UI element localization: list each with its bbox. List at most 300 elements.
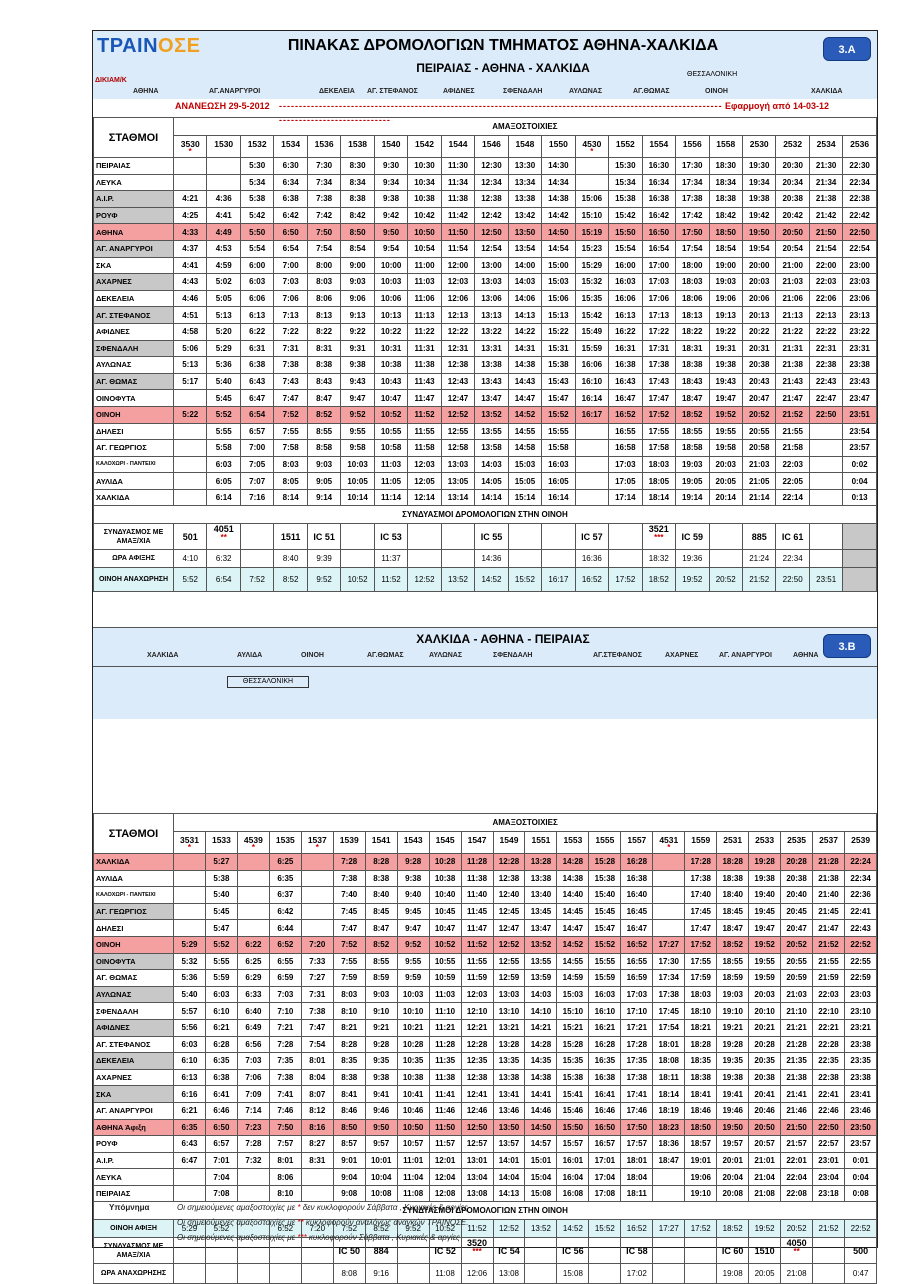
time-cell: 7:59 [333, 970, 365, 987]
time-cell: 17:14 [609, 489, 642, 506]
time-cell: 20:13 [742, 307, 775, 324]
section-badge-3a: 3.Α [823, 37, 871, 61]
time-cell: 7:38 [274, 357, 307, 374]
time-cell: 12:50 [475, 224, 508, 241]
time-cell: 17:03 [621, 986, 653, 1003]
time-cell: 12:54 [475, 240, 508, 257]
time-cell: 6:14 [207, 489, 240, 506]
time-cell: 6:42 [269, 903, 301, 920]
time-cell: 22:01 [781, 1152, 813, 1169]
time-cell: 16:08 [557, 1185, 589, 1202]
time-cell: 14:40 [557, 887, 589, 904]
time-cell: 21:06 [776, 290, 809, 307]
time-cell: 13:08 [493, 1264, 525, 1284]
time-cell: 11:10 [429, 1003, 461, 1020]
time-cell: 22:54 [843, 240, 876, 257]
time-cell: 6:13 [174, 1069, 206, 1086]
time-cell: 13:38 [493, 1069, 525, 1086]
time-cell: 16:36 [575, 550, 608, 568]
time-cell: 13:46 [493, 1102, 525, 1119]
time-cell: 19:38 [749, 870, 781, 887]
time-cell: 22:24 [845, 854, 877, 871]
time-cell: 5:57 [174, 1003, 206, 1020]
time-cell: 9:50 [365, 1119, 397, 1136]
time-cell: 8:40 [274, 550, 307, 568]
time-cell: 22:42 [843, 207, 876, 224]
time-cell: 7:38 [307, 191, 340, 208]
time-cell: 7:47 [274, 390, 307, 407]
time-cell: 15:28 [589, 854, 621, 871]
time-cell: 14:10 [525, 1003, 557, 1020]
time-cell: 7:22 [274, 323, 307, 340]
time-cell: 19:55 [709, 423, 742, 440]
time-cell: 7:55 [333, 953, 365, 970]
time-cell: 7:33 [301, 953, 333, 970]
time-cell: 18:52 [717, 936, 749, 953]
time-cell [589, 1264, 621, 1284]
time-cell: 16:31 [609, 340, 642, 357]
connecting-train [240, 524, 273, 550]
time-cell: 6:54 [240, 406, 273, 423]
time-cell: 6:57 [205, 1136, 237, 1153]
time-cell: 12:30 [475, 158, 508, 175]
asterisk-mark: * [188, 147, 192, 156]
time-cell [408, 550, 441, 568]
time-cell: 7:54 [307, 240, 340, 257]
time-cell: 13:52 [525, 936, 557, 953]
station-name: ΣΚΑ [94, 1086, 174, 1103]
time-cell: 19:13 [709, 307, 742, 324]
train-number: 1541 [365, 832, 397, 854]
time-cell [575, 174, 608, 191]
station-name: ΑΓ. ΘΩΜΑΣ [94, 970, 174, 987]
legend-item: Οι σημειούμενες αμαξοστοιχίες με * δεν κυκλοφορούν Σάββατα , Κυριακές & αργίες [177, 1203, 468, 1212]
time-cell: 8:07 [301, 1086, 333, 1103]
time-cell: 12:46 [461, 1102, 493, 1119]
time-cell: 15:41 [557, 1086, 589, 1103]
time-cell: 22:22 [809, 323, 842, 340]
time-cell: 11:35 [429, 1053, 461, 1070]
time-cell: 5:02 [207, 274, 240, 291]
time-cell: 13:28 [525, 854, 557, 871]
time-cell: 6:05 [207, 473, 240, 490]
time-cell [207, 174, 240, 191]
table-row [94, 903, 877, 920]
time-cell: 13:52 [475, 406, 508, 423]
time-cell: 6:56 [237, 1036, 269, 1053]
time-cell: 15:19 [575, 224, 608, 241]
time-cell: 15:04 [525, 1169, 557, 1186]
time-cell: 11:46 [429, 1102, 461, 1119]
table-row [94, 936, 877, 953]
time-cell: 7:41 [269, 1086, 301, 1103]
time-cell: 6:03 [205, 986, 237, 1003]
time-cell: 10:06 [374, 290, 407, 307]
time-cell: 8:16 [301, 1119, 333, 1136]
time-cell: 10:58 [374, 440, 407, 457]
time-cell: 21:03 [776, 274, 809, 291]
time-cell: 18:22 [676, 323, 709, 340]
time-cell: 9:28 [397, 854, 429, 871]
time-cell: 7:54 [301, 1036, 333, 1053]
time-cell [653, 887, 685, 904]
time-cell: 17:41 [621, 1086, 653, 1103]
station-name: ΑΓ. ΓΕΩΡΓΙΟΣ [94, 903, 174, 920]
time-cell: 14:35 [525, 1053, 557, 1070]
time-cell: 23:13 [843, 307, 876, 324]
time-cell: 7:32 [237, 1152, 269, 1169]
time-cell: 23:38 [845, 1036, 877, 1053]
time-cell: 7:43 [274, 373, 307, 390]
table-row [94, 307, 877, 324]
time-cell: 16:03 [609, 274, 642, 291]
time-cell: 14:55 [508, 423, 541, 440]
train-number: 1548 [508, 136, 541, 158]
time-cell: 20:59 [781, 970, 813, 987]
time-cell: 19:52 [676, 568, 709, 592]
time-cell: 8:08 [333, 1264, 365, 1284]
time-cell: 12:28 [493, 854, 525, 871]
time-cell: 19:06 [709, 290, 742, 307]
time-cell: 16:14 [542, 489, 575, 506]
train-number: 1546 [475, 136, 508, 158]
train-number: 1559 [685, 832, 717, 854]
time-cell: 10:40 [429, 887, 461, 904]
conn-label: ΣΥΝΔΥΑΣΜΟΣ ΜΕ ΑΜΑΞ/ΧΙΑ [94, 524, 174, 550]
time-cell: 12:42 [475, 207, 508, 224]
station-name: ΑΧΑΡΝΕΣ [94, 1069, 174, 1086]
connecting-train: 4050 ** [781, 1238, 813, 1264]
time-cell: 11:52 [374, 568, 407, 592]
station-name: ΑΥΛΙΔΑ [94, 870, 174, 887]
time-cell: 22:30 [843, 158, 876, 175]
time-cell: 10:52 [341, 568, 374, 592]
time-cell: 10:59 [429, 970, 461, 987]
time-cell: 15:28 [557, 1036, 589, 1053]
time-cell: 20:46 [749, 1102, 781, 1119]
time-cell: 9:39 [307, 550, 340, 568]
time-cell: 18:00 [676, 257, 709, 274]
time-cell: 9:55 [397, 953, 429, 970]
time-cell: 23:51 [809, 568, 842, 592]
time-cell: 13:55 [475, 423, 508, 440]
time-cell: 6:38 [205, 1069, 237, 1086]
time-cell: 19:50 [742, 224, 775, 241]
time-cell [237, 1264, 269, 1284]
route-title-2: ΧΑΛΚΙΔΑ - ΑΘΗΝΑ - ΠΕΙΡΑΙΑΣ [416, 632, 590, 646]
time-cell: 16:28 [621, 854, 653, 871]
time-cell: 12:10 [461, 1003, 493, 1020]
time-cell [813, 1264, 845, 1284]
train-number: 3530 * [174, 136, 207, 158]
time-cell: 16:06 [575, 357, 608, 374]
time-cell: 11:43 [408, 373, 441, 390]
time-cell: 19:21 [717, 1019, 749, 1036]
station-name: ΑΦΙΔΝΕΣ [94, 1019, 174, 1036]
table-row [94, 953, 877, 970]
train-number: 2537 [813, 832, 845, 854]
time-cell: 15:30 [609, 158, 642, 175]
time-cell: 7:08 [205, 1185, 237, 1202]
time-cell: 23:50 [845, 1119, 877, 1136]
time-cell: 5:58 [207, 440, 240, 457]
connecting-train: 885 [742, 524, 775, 550]
time-cell: 9:06 [341, 290, 374, 307]
time-cell: 8:03 [333, 986, 365, 1003]
time-cell: 9:47 [397, 920, 429, 937]
time-cell: 7:01 [205, 1152, 237, 1169]
time-cell: 8:22 [307, 323, 340, 340]
time-cell: 13:59 [525, 970, 557, 987]
time-cell [174, 870, 206, 887]
time-cell: 7:21 [269, 1019, 301, 1036]
time-cell: 6:52 [269, 936, 301, 953]
time-cell [174, 920, 206, 937]
time-cell: 10:47 [374, 390, 407, 407]
time-cell: 17:00 [642, 257, 675, 274]
time-cell: 4:41 [207, 207, 240, 224]
time-cell: 18:58 [676, 440, 709, 457]
time-cell: 14:14 [475, 489, 508, 506]
time-cell: 17:47 [642, 390, 675, 407]
time-cell: 10:00 [374, 257, 407, 274]
time-cell: 20:47 [781, 920, 813, 937]
time-cell: 7:31 [301, 986, 333, 1003]
time-cell: 23:57 [845, 1136, 877, 1153]
time-cell: 18:50 [685, 1119, 717, 1136]
time-cell: 12:47 [441, 390, 474, 407]
time-cell: 11:52 [461, 936, 493, 953]
time-cell: 11:40 [461, 887, 493, 904]
time-cell: 19:50 [717, 1119, 749, 1136]
route1-station: ΑΓ.ΘΩΜΑΣ [633, 88, 670, 95]
station-name: ΠΕΙΡΑΙΑΣ [94, 1185, 174, 1202]
table-row [94, 357, 877, 374]
time-cell: 23:31 [843, 340, 876, 357]
connecting-train [341, 524, 374, 550]
time-cell [237, 920, 269, 937]
asterisk-mark: ** [220, 533, 227, 543]
time-cell: 5:52 [174, 568, 207, 592]
time-cell: 19:28 [717, 1036, 749, 1053]
time-cell: 6:31 [240, 340, 273, 357]
train-number: 1537 * [301, 832, 333, 854]
time-cell: 13:42 [508, 207, 541, 224]
time-cell: 14:05 [475, 473, 508, 490]
time-cell: 8:52 [307, 406, 340, 423]
time-cell: 8:52 [365, 936, 397, 953]
time-cell: 17:55 [685, 953, 717, 970]
time-cell: 11:00 [408, 257, 441, 274]
time-cell: 16:17 [542, 568, 575, 592]
time-cell: 19:03 [717, 986, 749, 1003]
time-cell: 21:46 [781, 1102, 813, 1119]
time-cell: 11:55 [461, 953, 493, 970]
time-cell: 9:13 [341, 307, 374, 324]
connecting-train: IC 60 [717, 1238, 749, 1264]
time-cell: 10:03 [374, 274, 407, 291]
time-cell [174, 158, 207, 175]
time-cell: 18:01 [653, 1036, 685, 1053]
route-stations-2 [93, 652, 877, 662]
train-number: 1534 [274, 136, 307, 158]
time-cell: 12:52 [493, 936, 525, 953]
time-cell: 14:31 [508, 340, 541, 357]
time-cell: 5:55 [207, 423, 240, 440]
time-cell: 14:50 [542, 224, 575, 241]
time-cell: 10:54 [408, 240, 441, 257]
time-cell: 10:38 [429, 870, 461, 887]
dikiam-label: ΔΙΚΙΑΜ/Κ [95, 77, 127, 84]
time-cell [575, 158, 608, 175]
row-label: ΩΡΑ ΑΦΙΞΗΣ [94, 550, 174, 568]
route1-station: ΑΓ.ΑΝΑΡΓΥΡΟΙ [209, 88, 261, 95]
time-cell: 13:50 [493, 1119, 525, 1136]
time-cell: 22:50 [813, 1119, 845, 1136]
time-cell: 18:19 [653, 1102, 685, 1119]
time-cell: 5:32 [174, 953, 206, 970]
time-cell: 12:03 [461, 986, 493, 1003]
time-cell: 15:55 [589, 953, 621, 970]
time-cell: 15:38 [542, 357, 575, 374]
time-cell: 17:30 [653, 953, 685, 970]
time-cell: 14:42 [542, 207, 575, 224]
time-cell: 14:55 [557, 953, 589, 970]
time-cell: 18:36 [653, 1136, 685, 1153]
asterisk-mark: * [667, 843, 671, 852]
time-cell: 15:42 [575, 307, 608, 324]
time-cell: 16:14 [575, 390, 608, 407]
time-cell: 8:31 [301, 1152, 333, 1169]
time-cell [508, 550, 541, 568]
train-number: 1552 [609, 136, 642, 158]
time-cell: 9:28 [365, 1036, 397, 1053]
table-row [94, 1119, 877, 1136]
time-cell: 8:38 [365, 870, 397, 887]
time-cell: 18:21 [685, 1019, 717, 1036]
time-cell: 10:05 [341, 473, 374, 490]
time-cell [174, 1169, 206, 1186]
time-cell: 19:31 [709, 340, 742, 357]
connecting-train: 1510 [749, 1238, 781, 1264]
time-cell: 14:30 [542, 158, 575, 175]
connecting-train [609, 524, 642, 550]
time-cell: 18:28 [717, 854, 749, 871]
time-cell: 17:35 [621, 1053, 653, 1070]
time-cell: 23:00 [843, 257, 876, 274]
time-cell: 12:35 [461, 1053, 493, 1070]
time-cell: 6:41 [205, 1086, 237, 1103]
time-cell: 13:41 [493, 1086, 525, 1103]
time-cell: 8:41 [333, 1086, 365, 1103]
time-cell: 14:52 [475, 568, 508, 592]
time-cell: 6:52 [269, 1220, 301, 1238]
time-cell: 5:05 [207, 290, 240, 307]
time-cell: 22:52 [845, 936, 877, 953]
time-cell: 10:47 [429, 920, 461, 937]
time-cell: 11:03 [408, 274, 441, 291]
time-cell: 20:57 [749, 1136, 781, 1153]
time-cell: 23:22 [843, 323, 876, 340]
time-cell: 9:57 [365, 1136, 397, 1153]
time-cell: 5:13 [174, 357, 207, 374]
time-cell: 20:35 [749, 1053, 781, 1070]
time-cell: 16:28 [589, 1036, 621, 1053]
timetable-page [92, 30, 878, 1279]
route2-station: ΑΓ.ΣΤΕΦΑΝΟΣ [593, 652, 642, 659]
asterisk-mark: ** [793, 1247, 800, 1257]
table-row [94, 1036, 877, 1053]
time-cell: 17:04 [589, 1169, 621, 1186]
time-cell: 18:52 [676, 406, 709, 423]
station-name: ΑΘΗΝΑ [94, 224, 174, 241]
time-cell: 21:31 [776, 340, 809, 357]
time-cell: 6:50 [274, 224, 307, 241]
route-title-1: ΠΕΙΡΑΙΑΣ - ΑΘΗΝΑ - ΧΑΛΚΙΔΑ [416, 61, 590, 75]
asterisk-mark: * [590, 147, 594, 156]
time-cell: 17:54 [676, 240, 709, 257]
time-cell: 4:36 [207, 191, 240, 208]
time-cell: 4:41 [174, 257, 207, 274]
time-cell [174, 390, 207, 407]
time-cell: 19:52 [709, 406, 742, 423]
time-cell: 9:55 [341, 423, 374, 440]
time-cell: 15:38 [609, 191, 642, 208]
time-cell: 12:38 [441, 357, 474, 374]
time-cell: 8:38 [307, 357, 340, 374]
time-cell: 11:52 [461, 1220, 493, 1238]
time-cell: 22:04 [781, 1169, 813, 1186]
time-cell: 7:47 [333, 920, 365, 937]
time-cell: 7:14 [237, 1102, 269, 1119]
time-cell: 20:54 [776, 240, 809, 257]
train-number: 1535 [269, 832, 301, 854]
time-cell: 22:41 [845, 903, 877, 920]
time-cell [269, 1264, 301, 1284]
time-cell: 7:35 [269, 1053, 301, 1070]
time-cell [174, 489, 207, 506]
time-cell: 18:11 [621, 1185, 653, 1202]
time-cell: 8:03 [307, 274, 340, 291]
time-cell: 18:03 [676, 274, 709, 291]
time-cell: 22:03 [776, 456, 809, 473]
time-cell: 6:21 [205, 1019, 237, 1036]
table-row [94, 473, 877, 490]
time-cell: 7:05 [240, 456, 273, 473]
route2-station: ΧΑΛΚΙΔΑ [147, 652, 179, 659]
time-cell: 12:52 [408, 568, 441, 592]
time-cell: 18:14 [642, 489, 675, 506]
route2-station: ΟΙΝΟΗ [301, 652, 324, 659]
time-cell [301, 870, 333, 887]
station-name: ΧΑΛΚΙΔΑ [94, 489, 174, 506]
time-cell: 14:28 [557, 854, 589, 871]
time-cell: 23:06 [843, 290, 876, 307]
time-cell: 6:43 [240, 373, 273, 390]
time-cell: 7:40 [333, 887, 365, 904]
route2-station: ΑΘΗΝΑ [793, 652, 819, 659]
time-cell: 6:03 [207, 456, 240, 473]
time-cell: 19:47 [709, 390, 742, 407]
time-cell: 10:42 [408, 207, 441, 224]
time-cell [341, 550, 374, 568]
station-name: ΑΓ. ΣΤΕΦΑΝΟΣ [94, 307, 174, 324]
effective-date: Εφαρμογή από 14-03-12 [725, 101, 829, 111]
time-cell: 14:47 [508, 390, 541, 407]
time-cell: 21:50 [781, 1119, 813, 1136]
route1-station: ΧΑΛΚΙΔΑ [811, 88, 843, 95]
time-cell: 20:30 [776, 158, 809, 175]
